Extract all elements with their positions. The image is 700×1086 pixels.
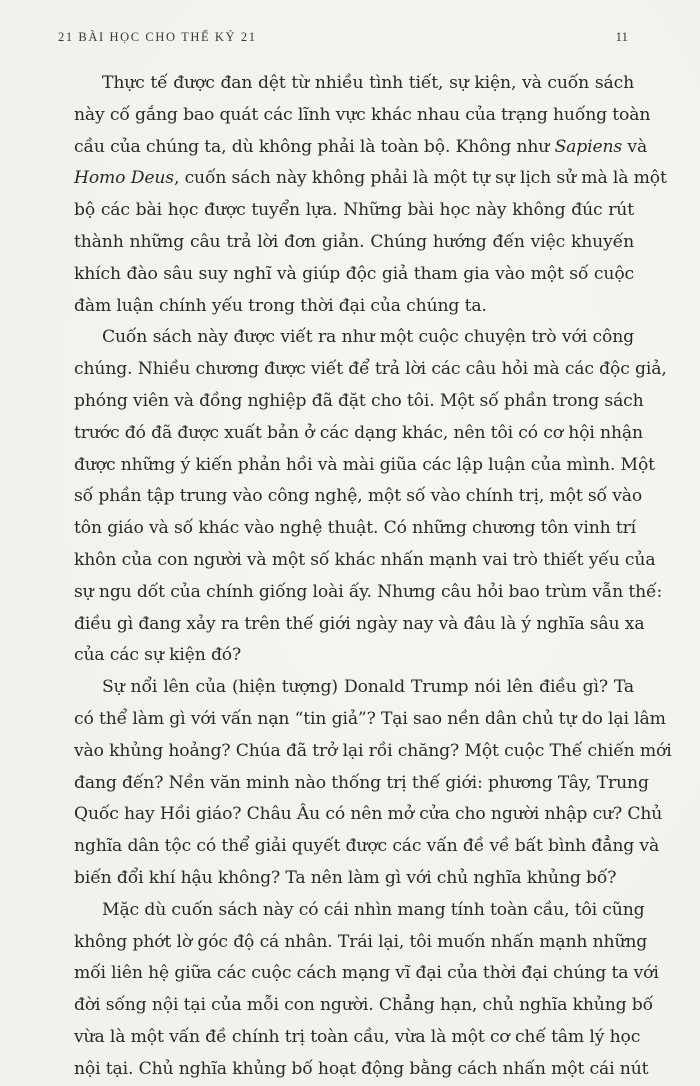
text-segment: và	[622, 136, 648, 157]
text-line: bộ các bài học được tuyển lựa. Những bài học này không đúc rút	[74, 200, 634, 221]
text-line: vào khủng hoảng? Chúa đã trở lại rồi chăng? Một cuộc Thế chiến mới	[74, 740, 672, 761]
text-line: điều gì đang xảy ra trên thế giới ngày nay và đâu là ý nghĩa sâu xa	[74, 613, 645, 634]
text-line: trước đó đã được xuất bản ở các dạng khác, nên tôi có cơ hội nhận	[74, 422, 643, 443]
text-line: khôn của con người và một số khác nhấn mạnh vai trò thiết yếu của	[74, 549, 656, 570]
text-line: số phần tập trung vào công nghệ, một số vào chính trị, một số vào	[74, 486, 643, 507]
text-line: Quốc hay Hồi giáo? Châu Âu có nên mở cửa cho người nhập cư? Chủ	[74, 804, 663, 825]
text-line: Mặc dù cuốn sách này có cái nhìn mang tính toàn cầu, tôi cũng	[102, 899, 645, 920]
running-title: 21 BÀI HỌC CHO THẾ KỶ 21	[58, 30, 257, 44]
page-number: 11	[615, 29, 628, 44]
book-title-sapiens: Sapiens	[554, 136, 623, 157]
text-line: nghĩa dân tộc có thể giải quyết được các vấn đề về bất bình đẳng và	[74, 836, 660, 857]
text-line: thành những câu trả lời đơn giản. Chúng hướng đến việc khuyến	[74, 231, 634, 252]
text-line: Sự nổi lên của (hiện tượng) Donald Trump nói lên điều gì? Ta	[102, 677, 634, 698]
body-text	[74, 68, 672, 1086]
text-line: có thể làm gì với vấn nạn “tin giả”? Tại sao nền dân chủ tự do lại lâm	[74, 708, 666, 729]
text-line: này cố gắng bao quát các lĩnh vực khác nhau của trạng huống toàn	[74, 104, 651, 125]
text-line: mối liên hệ giữa các cuộc cách mạng vĩ đại của thời đại chúng ta với	[74, 963, 659, 984]
text-line	[74, 163, 667, 195]
text-line: sự ngu dốt của chính giống loài ấy. Nhưng câu hỏi bao trùm vẫn thế:	[74, 581, 663, 602]
book-title-homo-deus: Homo Deus	[74, 168, 174, 189]
text-line: khích đào sâu suy nghĩ và giúp độc giả tham gia vào một số cuộc	[74, 263, 634, 284]
text-line: của các sự kiện đó?	[74, 645, 242, 666]
text-line: đàm luận chính yếu trong thời đại của chúng ta.	[74, 295, 487, 316]
text-line: đời sống nội tại của mỗi con người. Chẳng hạn, chủ nghĩa khủng bố	[74, 995, 654, 1016]
text-line: Thực tế được đan dệt từ nhiều tình tiết, sự kiện, và cuốn sách	[102, 73, 634, 93]
text-segment: , cuốn sách này không phải là một tự sự lịch sử mà là một	[173, 168, 667, 189]
text-line: tôn giáo và số khác vào nghệ thuật. Có những chương tôn vinh trí	[74, 518, 637, 539]
text-line: được những ý kiến phản hồi và mài giũa các lập luận của mình. Một	[74, 454, 655, 475]
text-line: Cuốn sách này được viết ra như một cuộc chuyện trò với công	[102, 327, 634, 348]
text-line: nội tại. Chủ nghĩa khủng bố hoạt động bằng cách nhấn một cái nút	[74, 1058, 649, 1079]
text-line: biến đổi khí hậu không? Ta nên làm gì với chủ nghĩa khủng bố?	[74, 867, 617, 888]
text-line: phóng viên và đồng nghiệp đã đặt cho tôi. Một số phần trong sách	[74, 390, 644, 411]
text-line	[74, 132, 648, 164]
text-segment: cầu của chúng ta, dù không phải là toàn bộ. Không như	[74, 136, 550, 157]
text-line: vừa là một vấn đề chính trị toàn cầu, vừa là một cơ chế tâm lý học	[74, 1026, 641, 1047]
text-line: đang đến? Nền văn minh nào thống trị thế giới: phương Tây, Trung	[74, 772, 649, 793]
text-line: chúng. Nhiều chương được viết để trả lời các câu hỏi mà các độc giả,	[74, 359, 667, 380]
page-header	[58, 29, 628, 49]
text-line: không phớt lờ góc độ cá nhân. Trái lại, tôi muốn nhấn mạnh những	[74, 931, 648, 952]
